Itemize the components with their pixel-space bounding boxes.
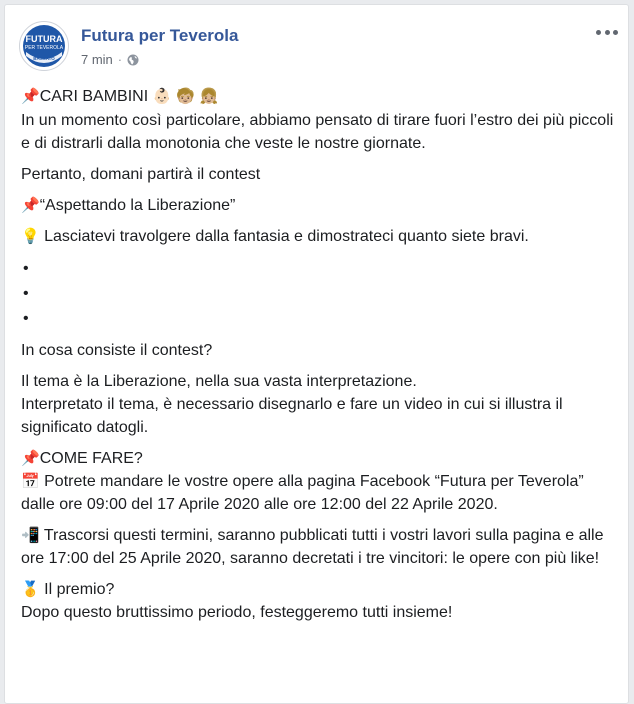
come-fare-line <box>21 447 621 470</box>
gold-medal-icon: 🥇 <box>21 580 40 598</box>
prize-line <box>21 578 621 601</box>
meta-separator: · <box>117 52 123 67</box>
mobile-phone-arrow-icon: 📲 <box>21 526 40 544</box>
avatar-logo-text-2: PER TEVEROLA <box>24 45 64 51</box>
pushpin-icon: 📌 <box>21 87 40 105</box>
avatar-logo-text-3: BASSATO <box>33 56 55 61</box>
bullet-item: • <box>23 310 29 327</box>
calendar-icon: 📅 <box>21 472 40 490</box>
line-fantasia <box>21 225 621 248</box>
paragraph-theme <box>21 370 621 439</box>
children-emoji-icon: 👶🏻 🧒🏼 👧🏼 <box>152 87 219 105</box>
post-body <box>21 85 621 632</box>
calendar-line <box>21 470 621 516</box>
paragraph-results <box>21 524 621 570</box>
calendar-text: Potrete mandare le vostre opere alla pagina Facebook “Futura per Teverola” dalle ore 09:00 del 17 Aprile 2020 alle ore 12:00 del 22 Aprile 2020. <box>21 473 584 513</box>
post-card <box>4 4 629 704</box>
paragraph-contest-start: Pertanto, domani partirà il contest <box>21 166 261 183</box>
paragraph-question: In cosa consiste il contest? <box>21 342 213 359</box>
paragraph-prize <box>21 578 621 624</box>
cari-bambini-text: CARI BAMBINI <box>39 88 149 105</box>
fantasia-text: Lasciatevi travolgere dalla fantasia e dimostrateci quanto siete bravi. <box>39 228 529 245</box>
globe-icon[interactable] <box>127 54 139 66</box>
page-avatar[interactable] <box>19 21 69 71</box>
line-cari-bambini <box>21 85 621 108</box>
aspettando-text: “Aspettando la Liberazione” <box>39 197 236 214</box>
line-aspettando <box>21 194 621 217</box>
futura-per-teverola-logo-icon <box>20 22 68 70</box>
bullet-item: • <box>23 285 29 302</box>
more-options-icon[interactable] <box>596 25 618 39</box>
pushpin-icon: 📌 <box>21 449 40 467</box>
paragraph-intro: In un momento così particolare, abbiamo pensato di tirare fuori l’estro dei più piccoli e di distrarli dalla monotonia che veste le nostre giornate. <box>21 112 614 152</box>
bullet-item: • <box>23 260 29 277</box>
post-time[interactable]: 7 min <box>81 52 113 67</box>
page-name-link[interactable]: Futura per Teverola <box>81 26 239 45</box>
lightbulb-icon: 💡 <box>21 227 40 245</box>
prize-text: Il premio? <box>39 581 115 598</box>
celebration-text: Dopo questo bruttissimo periodo, festeggeremo tutti insieme! <box>21 604 453 621</box>
paragraph-come-fare <box>21 447 621 516</box>
theme-line-2: Interpretato il tema, è necessario disegnarlo e fare un video in cui si illustra il significato datogli. <box>21 396 563 436</box>
pushpin-icon: 📌 <box>21 196 40 214</box>
theme-line-1: Il tema è la Liberazione, nella sua vasta interpretazione. <box>21 373 417 390</box>
results-text: Trascorsi questi termini, saranno pubblicati tutti i vostri lavori sulla pagina e alle ore 17:00 del 25 Aprile 2020, saranno decretati i tre vincitori: le opere con più like! <box>21 527 604 567</box>
come-fare-text: COME FARE? <box>39 450 143 467</box>
post-meta <box>81 52 139 67</box>
avatar-logo-text-1: FUTURA <box>25 34 63 44</box>
post-header <box>5 5 628 85</box>
